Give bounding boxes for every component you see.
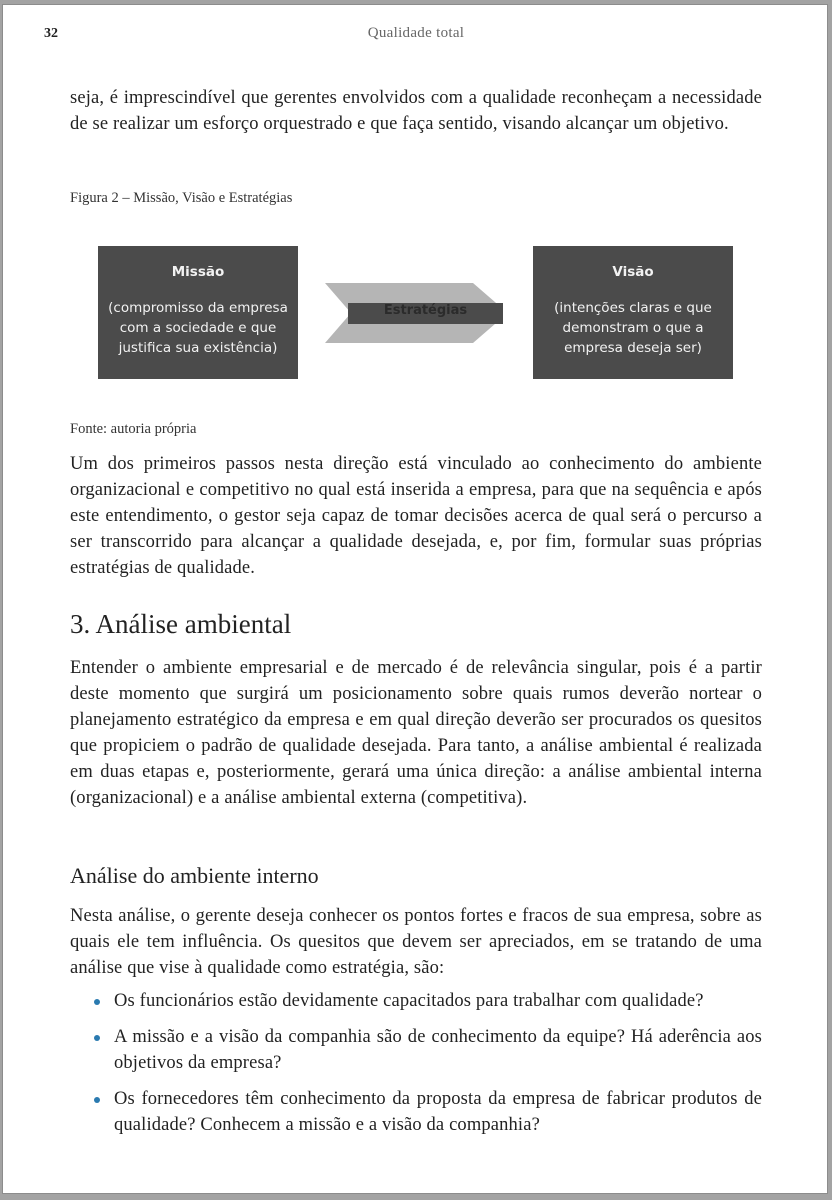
vision-title: Visão — [612, 264, 654, 280]
list-item — [70, 988, 762, 1014]
list-item — [70, 1086, 762, 1138]
vision-box — [533, 246, 733, 379]
vision-description: (intenções claras e que demonstram o que a empresa deseja ser) — [554, 300, 712, 356]
list-item-text: Os fornecedores têm conhecimento da proposta da empresa de fabricar produtos de qualidade? Conhecem a missão e a visão da companhia? — [114, 1089, 762, 1135]
subsection-paragraph: Nesta análise, o gerente deseja conhecer os pontos fortes e fracos de sua empresa, sobre as quais ele tem influência. Os quesitos que devem ser apreciados, em se tratando de uma análise que vise à qualidade como estratégia, são: — [70, 906, 762, 978]
strategies-label: Estratégias — [383, 303, 468, 318]
bullet-icon — [94, 999, 100, 1005]
subsection-heading: Análise do ambiente interno — [70, 863, 319, 888]
running-title: Qualidade total — [367, 25, 465, 41]
intro-paragraph: seja, é imprescindível que gerentes envolvidos com a qualidade reconheçam a necessidade de se realizar um esforço orquestrado e que faça sentido, visando alcançar um objetivo. — [70, 88, 762, 134]
document-page — [2, 4, 828, 1194]
section-paragraph: Entender o ambiente empresarial e de mercado é de relevância singular, pois é a partir deste momento que surgirá um posicionamento sobre quais rumos deverão nortear o planejamento estratégico da empresa e em qual direção deverão ser procurados os quesitos que propiciem o padrão de qualidade desejada. Para tanto, a análise ambiental é realizada em duas etapas e, posteriormente, gerará uma única direção: a análise ambiental interna (organizacional) e a análise ambiental externa (competitiva). — [70, 658, 762, 808]
section-heading: 3. Análise ambiental — [70, 609, 292, 639]
bullet-icon — [94, 1035, 100, 1041]
list-item-text: Os funcionários estão devidamente capacitados para trabalhar com qualidade? — [114, 991, 704, 1011]
figure-source: Fonte: autoria própria — [70, 421, 197, 437]
paragraph-after-figure: Um dos primeiros passos nesta direção está vinculado ao conhecimento do ambiente organizacional e competitivo no qual está inserida a empresa, para que na sequência e após este entendimento, o gestor seja capaz de tomar decisões acerca de qual será o percurso a ser transcorrido para alcançar a qualidade desejada, e, por fim, formular suas próprias estratégias de qualidade. — [70, 454, 762, 578]
page-number: 32 — [44, 26, 58, 41]
list-item-text: A missão e a visão da companhia são de conhecimento da equipe? Há aderência aos objetivos da empresa? — [114, 1027, 762, 1073]
mission-description: (compromisso da empresa com a sociedade e que justifica sua existência) — [108, 300, 288, 356]
list-item — [70, 1024, 762, 1076]
mission-box — [98, 246, 298, 379]
figure-caption: Figura 2 – Missão, Visão e Estratégias — [70, 190, 293, 206]
bullet-list — [70, 988, 762, 1148]
mission-title: Missão — [171, 264, 225, 280]
bullet-icon — [94, 1097, 100, 1103]
